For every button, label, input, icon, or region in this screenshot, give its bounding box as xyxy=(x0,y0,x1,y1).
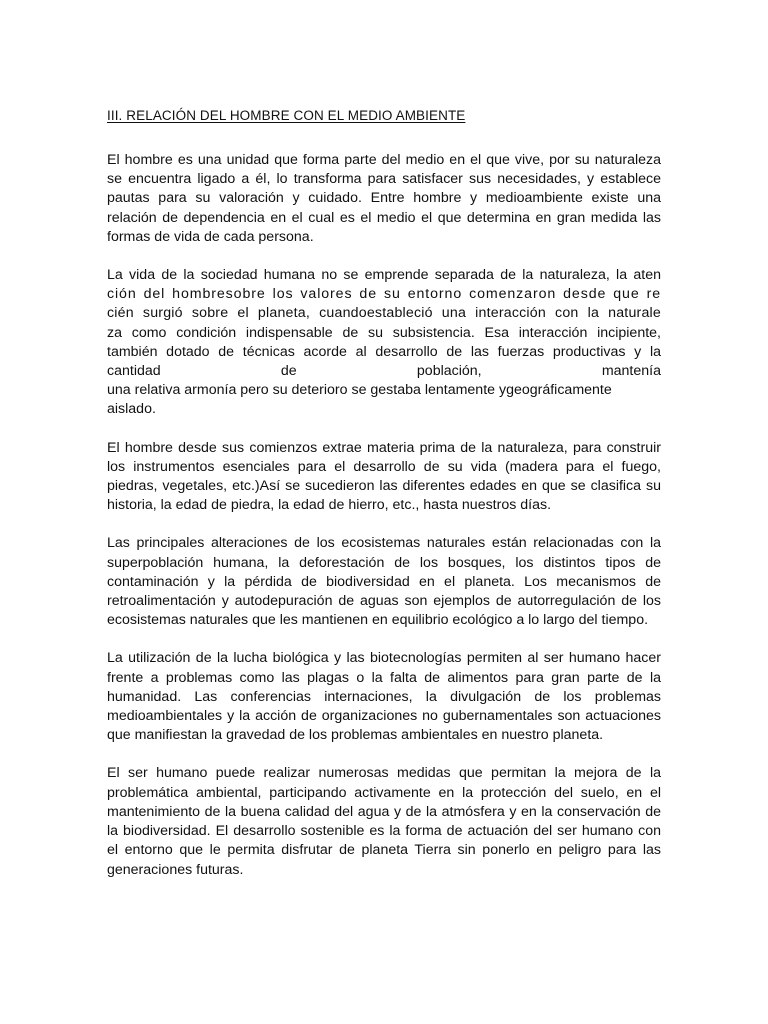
paragraph-2-line: za como condición indispensable de su subsistencia. Esa interacción incipiente, xyxy=(107,324,661,341)
paragraph-2-line: aislado. xyxy=(107,401,156,418)
paragraph-2-line: La vida de la sociedad humana no se emprende separada de la naturaleza, la aten xyxy=(107,267,661,284)
paragraph-5: La utilización de la lucha biológica y las biotecnologías permiten al ser humano hacer frente a problemas como las plagas o la falta de alimentos para gran parte de la humanidad. Las conferencias internaciones, la divulgación de los problemas medioambientales y la acción de organizaciones no gubernamentales son actuaciones que manifiestan la gravedad de los problemas ambientales en nuestro planeta. xyxy=(107,650,661,744)
paragraph-2 xyxy=(107,266,661,420)
paragraph-3: El hombre desde sus comienzos extrae materia prima de la naturaleza, para construir los instrumentos esenciales para el desarrollo de su vida (madera para el fuego, piedras, vegetales, etc.)Así se sucedieron las diferentes edades en que se clasifica su historia, la edad de piedra, la edad de hierro, etc., hasta nuestros días. xyxy=(107,439,661,514)
paragraph-1: El hombre es una unidad que forma parte del medio en el que vive, por su naturaleza se encuentra ligado a él, lo transforma para satisfacer sus necesidades, y establece pautas para su valoración y cuidado. Entre hombre y medioambiente existe una relación de dependencia en el cual es el medio el que determina en gran medida las formas de vida de cada persona. xyxy=(107,152,661,245)
paragraph-2-line: también dotado de técnicas acorde al desarrollo de las fuerzas productivas y la xyxy=(107,343,661,360)
paragraph-4: Las principales alteraciones de los ecosistemas naturales están relacionadas con la superpoblación humana, la deforestación de los bosques, los distintos tipos de contaminación y la pérdida de biodiversidad en el planeta. Los mecanismos de retroalimentación y autodepuración de aguas son ejemplos de autorregulación de los ecosistemas naturales que les mantienen en equilibrio ecológico a lo largo del tiempo. xyxy=(107,535,661,629)
paragraph-2-line: ción del hombresobre los valores de su entorno comenzaron desde que re xyxy=(107,286,661,303)
paragraph-6: El ser humano puede realizar numerosas medidas que permitan la mejora de la problemática ambiental, participando activamente en la protección del suelo, en el mantenimiento de la buena calidad del agua y de la atmósfera y en la conservación de la biodiversidad. El desarrollo sostenible es la forma de actuación del ser humano con el entorno que le permita disfrutar de planeta Tierra sin ponerlo en peligro para las generaciones futuras. xyxy=(107,765,661,878)
paragraph-2-line: cantidad de población, mantenía xyxy=(107,363,661,380)
section-heading: III. RELACIÓN DEL HOMBRE CON EL MEDIO AMBIENTE xyxy=(107,108,466,123)
document-page xyxy=(107,106,661,899)
paragraph-2-line: cién surgió sobre el planeta, cuandoestableció una interacción con la naturale xyxy=(107,305,661,322)
paragraph-2-line: una relativa armonía pero su deterioro se gestaba lentamente ygeográficamente xyxy=(107,382,612,399)
